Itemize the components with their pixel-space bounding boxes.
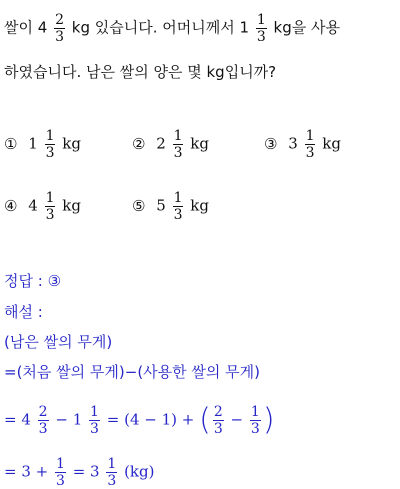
option-whole: 5: [156, 196, 166, 215]
fraction-numerator: 1: [250, 404, 260, 420]
right-paren: ): [262, 402, 275, 438]
option-fraction: [45, 128, 56, 161]
fraction: [38, 404, 49, 437]
option-fraction: [305, 128, 316, 161]
fraction: [250, 404, 261, 437]
fraction-numerator: 1: [256, 12, 266, 28]
option-whole: 2: [156, 134, 166, 153]
option-fraction: [45, 190, 56, 223]
fraction-numerator: 1: [45, 128, 55, 144]
option-fraction: [173, 128, 184, 161]
expr-part: = 4: [4, 410, 31, 429]
fraction-denominator: 3: [90, 421, 99, 437]
explanation-label: 해설 :: [4, 303, 43, 321]
fraction-denominator: 3: [173, 207, 183, 223]
fraction-denominator: 3: [173, 145, 183, 161]
question-text-c: kg을 사용: [273, 18, 340, 37]
fraction-numerator: 1: [45, 190, 55, 206]
option-5[interactable]: [132, 190, 209, 223]
minus-sign: −: [230, 410, 244, 429]
fraction-numerator: 1: [90, 404, 99, 420]
expr-part: = 3 +: [4, 462, 49, 481]
fraction-numerator: 1: [56, 456, 65, 472]
question-line-2: 하였습니다. 남은 쌀의 양은 몇 kg입니까?: [4, 63, 277, 81]
option-whole: 4: [28, 196, 38, 215]
fraction: [106, 456, 117, 489]
option-marker: ③: [264, 134, 278, 153]
fraction-numerator: 2: [213, 404, 223, 420]
option-fraction: [173, 190, 184, 223]
option-unit: kg: [190, 134, 209, 153]
option-whole: 1: [28, 134, 38, 153]
explanation-line-1: (남은 쌀의 무게): [4, 333, 113, 351]
option-unit: kg: [62, 196, 81, 215]
fraction-numerator: 2: [38, 404, 48, 420]
fraction-denominator: 3: [45, 145, 55, 161]
fraction-denominator: 3: [256, 29, 266, 45]
fraction-one-third: [256, 12, 267, 45]
question-text-a: 쌀이 4: [4, 18, 48, 37]
option-1[interactable]: [4, 128, 81, 161]
fraction: [213, 404, 224, 437]
fraction-denominator: 3: [56, 473, 65, 489]
fraction-denominator: 3: [305, 145, 315, 161]
option-2[interactable]: [132, 128, 209, 161]
left-paren: (: [199, 402, 211, 438]
unit-text: (kg): [124, 462, 155, 481]
expr-part: − 1: [55, 410, 83, 429]
option-unit: kg: [322, 134, 341, 153]
explanation-line-4: [4, 456, 154, 489]
option-4[interactable]: [4, 190, 81, 223]
fraction-numerator: 1: [173, 190, 183, 206]
fraction-denominator: 3: [213, 421, 223, 437]
fraction-denominator: 3: [107, 473, 117, 489]
fraction-two-thirds: [54, 12, 65, 45]
option-marker: ⑤: [132, 196, 146, 215]
explanation-line-2: =(처음 쌀의 무게)−(사용한 쌀의 무게): [4, 363, 260, 381]
expr-part: = (4 − 1) +: [106, 410, 195, 429]
fraction-denominator: 3: [45, 207, 55, 223]
fraction: [55, 456, 66, 489]
option-unit: kg: [190, 196, 209, 215]
option-unit: kg: [62, 134, 81, 153]
question-text-b: kg 있습니다. 어머니께서 1: [71, 18, 250, 37]
option-marker: ②: [132, 134, 146, 153]
fraction-denominator: 3: [38, 421, 48, 437]
option-marker: ④: [4, 196, 18, 215]
fraction-numerator: 1: [305, 128, 315, 144]
fraction-numerator: 1: [107, 456, 117, 472]
expr-part: = 3: [72, 462, 100, 481]
fraction-denominator: 3: [55, 29, 64, 45]
option-marker: ①: [4, 134, 18, 153]
question-line-1: [4, 12, 340, 45]
option-3[interactable]: [264, 128, 341, 161]
answer-label: 정답 : ③: [4, 272, 62, 290]
fraction-numerator: 1: [173, 128, 183, 144]
fraction-numerator: 2: [55, 12, 64, 28]
fraction-denominator: 3: [250, 421, 260, 437]
fraction: [89, 404, 100, 437]
explanation-line-3: [4, 404, 275, 437]
option-whole: 3: [288, 134, 298, 153]
